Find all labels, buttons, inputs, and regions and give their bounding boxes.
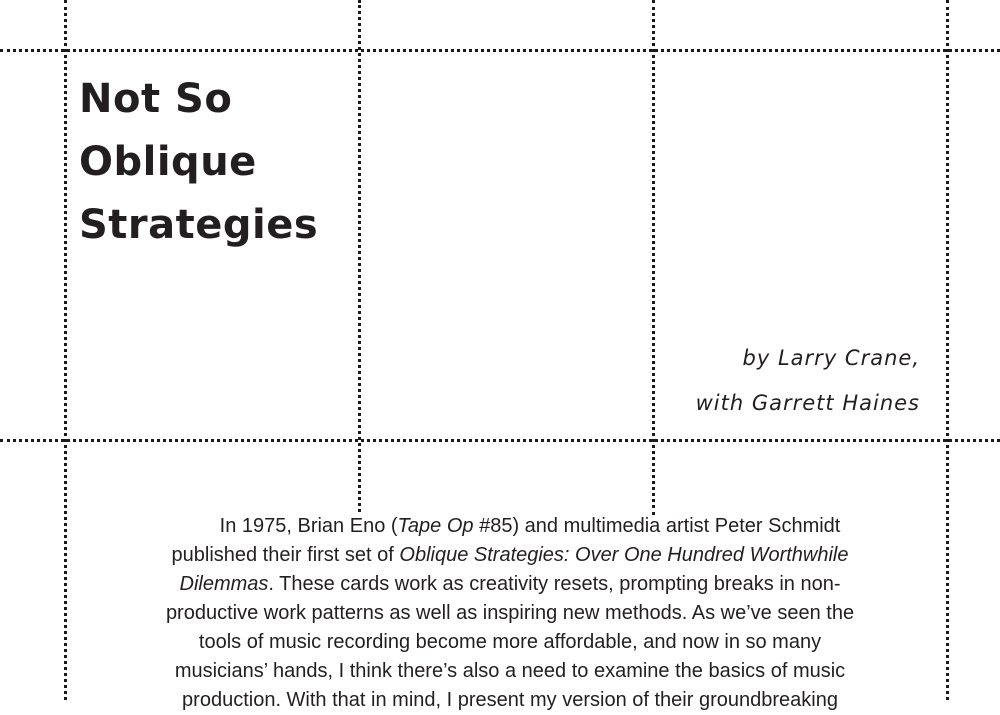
intro-line-2: published their first set of Oblique Strategies: Over One Hundred Worthwhile bbox=[171, 544, 849, 566]
intro-line-4: productive work patterns as well as inspiring new methods. As we’ve seen the bbox=[165, 602, 855, 624]
grid-line-top bbox=[0, 49, 1000, 52]
intro-line-3: Dilemmas. These cards work as creativity resets, prompting breaks in non- bbox=[179, 573, 841, 595]
grid-line-vertical-3 bbox=[652, 0, 655, 515]
intro-line-6: musicians’ hands, I think there’s also a need to examine the basics of music bbox=[174, 660, 846, 682]
intro-line-7: production. With that in mind, I present my version of their groundbreaking bbox=[182, 689, 838, 711]
article-title bbox=[79, 68, 318, 257]
byline bbox=[696, 336, 920, 426]
title-line-2: Oblique bbox=[79, 139, 257, 185]
grid-line-vertical-1 bbox=[64, 0, 67, 700]
grid-line-vertical-2 bbox=[358, 0, 361, 512]
grid-line-middle bbox=[0, 439, 1000, 442]
title-line-3: Strategies bbox=[79, 202, 319, 248]
byline-author: by Larry Crane, bbox=[742, 346, 920, 370]
title-line-1: Not So bbox=[79, 76, 233, 122]
intro-line-5: tools of music recording become more affordable, and now in so many bbox=[198, 631, 822, 653]
byline-coauthor: with Garrett Haines bbox=[695, 391, 920, 415]
grid-line-vertical-4 bbox=[946, 0, 949, 700]
intro-paragraph bbox=[140, 512, 880, 715]
intro-line-1: In 1975, Brian Eno (Tape Op #85) and multimedia artist Peter Schmidt bbox=[219, 515, 841, 537]
